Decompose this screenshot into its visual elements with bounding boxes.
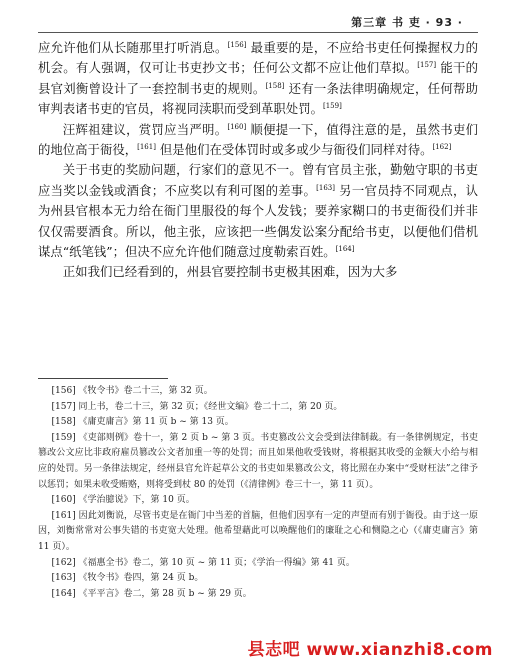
header-rule <box>38 32 478 33</box>
footnote-item: [163] 《牧令书》卷四，第 24 页 b。 <box>51 573 204 584</box>
footnote-reference: [159] <box>322 102 342 111</box>
footnote-reference: [162] <box>432 142 452 151</box>
body-paragraph <box>38 160 478 262</box>
footnote-item: [156] 《牧令书》卷二十三，第 32 页。 <box>51 386 213 396</box>
paragraph-text: 另一官员持不同观点，认为州县官根本无力给在衙门里服役的每个人发钱；要养家糊口的书吏衙役们并非仅仅需要酒食。所以，他主张，应该把一些偶发讼案分配给书吏，以便他们借机谋点“纸笔钱”；但决不应允许他们随意过度勒索百姓。 <box>38 182 478 260</box>
footnote-rule <box>38 378 168 379</box>
footnote-reference: [163] <box>316 183 335 192</box>
paragraph-text: 最重要的是，不应给书吏任何操握权力的机会。有人强调，仅可让书吏抄文书；任何公文都不应让他们草拟。 <box>38 40 478 76</box>
body-paragraph <box>38 262 478 282</box>
paragraph-text: 顺便提一下，值得注意的是，虽然书吏们的地位高于衙役， <box>38 121 478 158</box>
footnote-reference: [160] <box>227 122 247 131</box>
paragraph-text: 应允许他们从长随那里打听消息。 <box>38 40 228 55</box>
paragraph-text: 但是他们在受体罚时或多或少与衙役们同样对待。 <box>155 142 433 158</box>
footnote-reference: [164] <box>335 244 355 253</box>
paragraph-text: 关于书吏的奖励问题，行家们的意见不一。曾有官员主张，勤勉守职的书吏应当奖以金钱或酒食；不应奖以有利可图的差事。 <box>38 162 478 198</box>
footnote-item: [157] 同上书，卷二十三，第 32 页；《经世文编》卷二十二，第 20 页。 <box>51 401 343 412</box>
footnote-item: [158] 《庸吏庸言》第 11 页 b ~ 第 13 页。 <box>51 417 234 428</box>
body-text <box>38 38 478 283</box>
footnote-item: [164] 《平平言》卷二，第 28 页 b ~ 第 29 页。 <box>51 588 252 599</box>
paragraph-text: 汪辉祖建议，赏罚应当严明。 <box>62 121 228 137</box>
footnotes <box>38 384 478 602</box>
footnote-reference: [157] <box>417 61 437 70</box>
footnote-item: [162] 《福惠全书》卷二，第 10 页 ~ 第 11 页；《学治一得编》第 41 页。 <box>51 557 355 568</box>
paragraph-text: 能干的县官刘衡曾设计了一套控制书吏的规则。 <box>38 60 478 96</box>
paragraph-text: 还有一条法律明确规定，任何帮助审判表诸书吏的官员，将视同渎职而受到革职处罚。 <box>38 80 478 117</box>
footnote-reference: [158] <box>265 81 285 90</box>
body-paragraph <box>38 120 478 161</box>
footnote-item: [161] 因此刘衡说，尽管书吏是在衙门中当差的首脑，但他们因享有一定的声望而有别于衙役。由于这一原因，刘衡常常对公事失错的书吏宽大处理。他希望藉此可以唤醒他们的廉耻之心和恻隐之心（《庸吏庸言》第 11 页）。 <box>38 510 478 552</box>
watermark-banner: 县志吧 www.xianzhi8.com <box>247 640 493 660</box>
body-paragraph <box>38 38 478 120</box>
footnote-reference: [161] <box>137 142 156 151</box>
footnote-item: [159] 《吏部则例》卷十一，第 2 页 b ~ 第 3 页。书吏篡改公文会受到法律制裁。有一条律例规定，书吏篡改公文应比非政府雇员篡改公文者加重一等的处罚；而且如果他收受钱财，将根据其收受的金额大小给与相应的处罚。另一条律法规定，经州县官允许起草公文的书吏如果篡改公文，将比照在办案中“受财枉法”之律予以惩罚；如果未收受贿赂，则将受到杖 80 的处罚（《清律例》卷三十一，第 11 页）。 <box>38 432 478 490</box>
paragraph-text: 正如我们已经看到的，州县官要控制书吏极其困难，因为大多 <box>62 264 398 280</box>
footnote-reference: [156] <box>227 40 247 49</box>
footnote-item: [160] 《学治臆说》下，第 10 页。 <box>51 495 195 506</box>
running-header: 第三章 书 吏 · 93 · <box>351 16 463 29</box>
